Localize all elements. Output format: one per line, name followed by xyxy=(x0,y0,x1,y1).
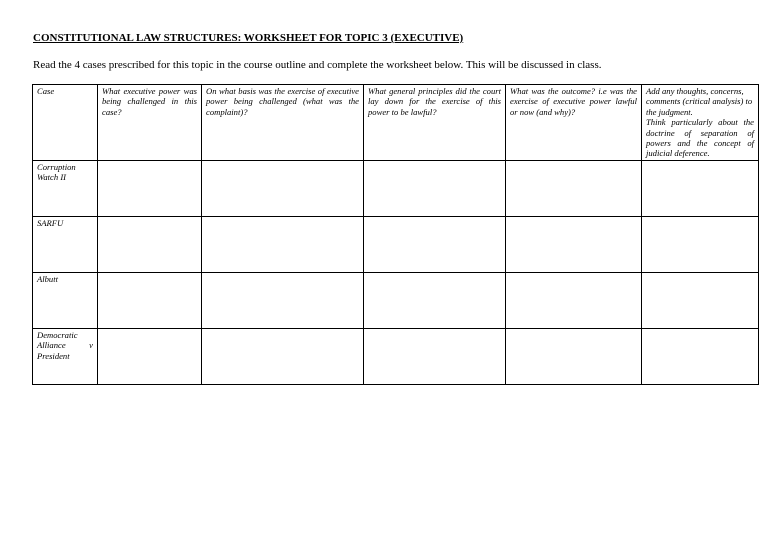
answer-cell[interactable] xyxy=(642,329,759,385)
answer-cell[interactable] xyxy=(98,161,202,217)
header-general-principles: What general principles did the court lay down for the exercise of this power to be lawful? xyxy=(364,85,506,161)
answer-cell[interactable] xyxy=(506,329,642,385)
table-row xyxy=(33,273,759,329)
answer-cell[interactable] xyxy=(98,217,202,273)
answer-cell[interactable] xyxy=(202,161,364,217)
answer-cell[interactable] xyxy=(98,329,202,385)
case-name: Corruption Watch II xyxy=(33,161,98,217)
table-header-row xyxy=(33,85,759,161)
answer-cell[interactable] xyxy=(506,273,642,329)
case-name: Albutt xyxy=(33,273,98,329)
answer-cell[interactable] xyxy=(642,273,759,329)
answer-cell[interactable] xyxy=(642,161,759,217)
header-case: Case xyxy=(33,85,98,161)
answer-cell[interactable] xyxy=(202,329,364,385)
table-row xyxy=(33,161,759,217)
worksheet-table xyxy=(32,84,759,385)
header-outcome: What was the outcome? i.e was the exercise of executive power lawful or now (and why)? xyxy=(506,85,642,161)
header-executive-power: What executive power was being challenged in this case? xyxy=(98,85,202,161)
answer-cell[interactable] xyxy=(506,217,642,273)
answer-cell[interactable] xyxy=(364,273,506,329)
case-name: SARFU xyxy=(33,217,98,273)
answer-cell[interactable] xyxy=(364,217,506,273)
answer-cell[interactable] xyxy=(506,161,642,217)
header-basis-of-challenge: On what basis was the exercise of executive power being challenged (what was the complaint)? xyxy=(202,85,364,161)
case-name xyxy=(33,329,98,385)
answer-cell[interactable] xyxy=(202,217,364,273)
table-row xyxy=(33,329,759,385)
page-title: CONSTITUTIONAL LAW STRUCTURES: WORKSHEET FOR TOPIC 3 (EXECUTIVE) xyxy=(33,32,464,44)
answer-cell[interactable] xyxy=(202,273,364,329)
case-name-text: Democratic Alliance v President xyxy=(37,330,93,361)
header-thoughts-line2: Think particularly about the doctrine of separation of powers and the concept of judicial deference. xyxy=(646,117,754,159)
header-thoughts xyxy=(642,85,759,161)
answer-cell[interactable] xyxy=(364,329,506,385)
intro-text: Read the 4 cases prescribed for this topic in the course outline and complete the worksheet below. This will be discussed in class. xyxy=(33,59,602,71)
header-thoughts-line1: Add any thoughts, concerns, comments (critical analysis) to the judgment. xyxy=(646,86,753,117)
answer-cell[interactable] xyxy=(642,217,759,273)
answer-cell[interactable] xyxy=(364,161,506,217)
answer-cell[interactable] xyxy=(98,273,202,329)
table-row xyxy=(33,217,759,273)
